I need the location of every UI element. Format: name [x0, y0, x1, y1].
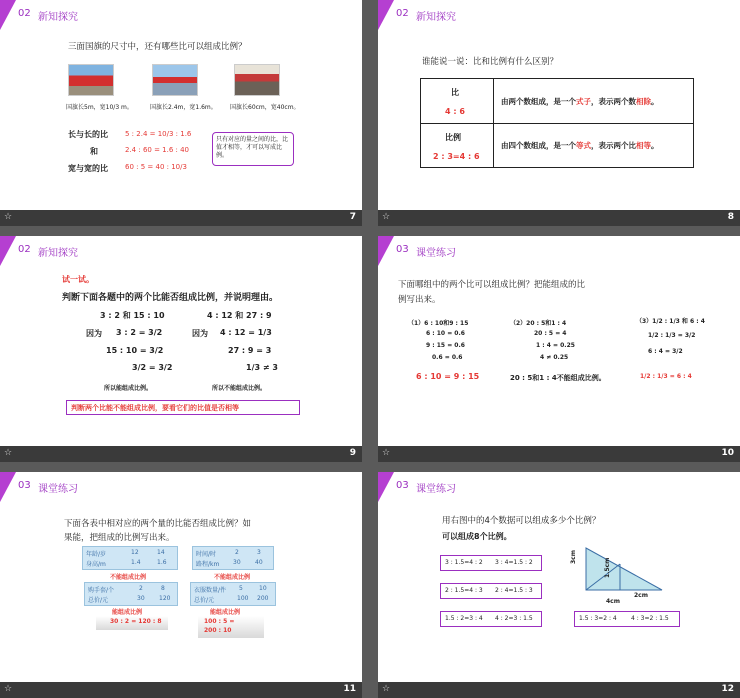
answer-4-line-1: 100 : 5 = [204, 618, 235, 625]
caption-3: 国旗长60cm，宽40cm。 [230, 104, 300, 111]
t3-r1c3: 8 [161, 585, 165, 592]
right-because: 因为 [192, 329, 208, 338]
right-title: 4 : 12 和 27 : 9 [207, 311, 272, 320]
question: 三面国旗的尺寸中，还有哪些比可以组成比例？ [68, 42, 247, 52]
group3-line-2: 6 : 4 = 3/2 [648, 348, 683, 355]
header-triangle [378, 472, 394, 502]
t1-r2c2: 1.4 [131, 559, 141, 566]
answer: 可以组成8个比例。 [442, 532, 512, 541]
proportion-3: 2 : 1.5=4 : 3 [445, 587, 483, 594]
header-triangle [0, 472, 16, 502]
row2-desc: 由四个数组成，是一个等式，表示两个比相等。 [501, 141, 659, 150]
page-number: 11 [343, 684, 356, 694]
caption-2: 国旗长2.4m，宽1.6m。 [150, 104, 217, 111]
page-number: 12 [721, 684, 734, 694]
group2-title: （2）20 : 5和1 : 4 [510, 320, 567, 327]
note-text: 只有对应的量之间的比，比值才相等，才可以写成比例。 [216, 136, 289, 159]
t3-r2c2: 30 [137, 595, 145, 602]
slide-7[interactable] [0, 0, 362, 226]
star-icon: ☆ [382, 212, 391, 222]
group3-answer: 1/2 : 1/3 = 6 : 4 [640, 373, 692, 380]
header-triangle [0, 0, 16, 30]
t2-r2c2: 30 [233, 559, 241, 566]
label-width-ratio: 宽与宽的比 [68, 164, 108, 173]
left-conclusion: 所以能组成比例。 [104, 385, 153, 392]
answer-4-line-2: 200 : 10 [204, 627, 232, 634]
slide-footer [0, 210, 362, 226]
slide-header [378, 0, 740, 30]
row1-example: 4 : 6 [445, 107, 465, 116]
header-triangle [0, 236, 16, 266]
t1-r2c3: 1.6 [157, 559, 167, 566]
section-title: 课堂练习 [416, 484, 456, 495]
proportion-pair-3 [440, 611, 542, 627]
left-line-2: 15 : 10 = 3/2 [106, 346, 164, 355]
slide-footer [378, 446, 740, 462]
result-1: 不能组成比例 [110, 574, 147, 581]
tip-text: 判断两个比能不能组成比例，要看它们的比值是否相等 [71, 404, 239, 412]
row2-head: 比例 [445, 133, 461, 142]
dim-4cm: 4cm [606, 598, 620, 605]
proportion-1: 3 : 1.5=4 : 2 [445, 559, 483, 566]
flag-photo-1 [68, 64, 114, 96]
slide-8[interactable] [378, 0, 740, 226]
proportion-4: 2 : 4=1.5 : 3 [495, 587, 533, 594]
t1-r1c3: 14 [157, 549, 165, 556]
slide-header [0, 236, 362, 266]
data-table-4 [190, 582, 276, 606]
t4-r2c3: 200 [257, 595, 269, 602]
section-number: 02 [18, 8, 31, 19]
proportion-pair-1 [440, 555, 542, 571]
t2-r1c3: 3 [257, 549, 261, 556]
slide-footer [378, 210, 740, 226]
t2-r1c1: 时间/时 [196, 551, 217, 558]
section-title: 新知探究 [38, 12, 78, 23]
slide-10[interactable] [378, 236, 740, 462]
section-title: 课堂练习 [416, 248, 456, 259]
left-line-1: 3 : 2 = 3/2 [116, 328, 163, 337]
t3-r2c3: 120 [159, 595, 171, 602]
group2-line-2: 1 : 4 = 0.25 [536, 342, 575, 349]
section-number: 03 [18, 480, 31, 491]
question-line-1: 下面各表中相对应的两个量的比能否组成比例？如 [64, 519, 252, 529]
page-number: 9 [349, 448, 356, 458]
equation-3: 60 : 5 = 40 : 10/3 [125, 163, 187, 171]
t4-r2c1: 总价/元 [194, 597, 215, 604]
proportion-pair-4 [574, 611, 680, 627]
section-number: 03 [396, 480, 409, 491]
group2-line-1: 20 : 5 = 4 [534, 330, 567, 337]
question: 用右图中的4个数据可以组成多少个比例？ [442, 516, 601, 526]
dim-2cm: 2cm [634, 592, 648, 599]
t3-r2c1: 总价/元 [88, 597, 109, 604]
group1-line-1: 6 : 10 = 0.6 [426, 330, 465, 337]
large-triangle [586, 548, 662, 590]
triangle-figure [574, 544, 674, 600]
left-title: 3 : 2 和 15 : 10 [100, 311, 165, 320]
try-label: 试一试。 [62, 275, 94, 284]
dim-1-5cm: 1.5cm [604, 557, 611, 578]
proportion-6: 4 : 2=3 : 1.5 [495, 615, 533, 622]
group1-answer: 6 : 10 = 9 : 15 [416, 372, 480, 381]
right-line-3: 1/3 ≠ 3 [246, 363, 278, 372]
slide-header [378, 236, 740, 266]
t4-r1c2: 5 [239, 585, 243, 592]
section-number: 03 [396, 244, 409, 255]
table-divider [421, 123, 693, 124]
row1-head: 比 [451, 88, 459, 97]
row1-desc: 由两个数组成，是一个式子，表示两个数相除。 [501, 97, 659, 106]
result-2: 不能组成比例 [214, 574, 251, 581]
group1-line-3: 0.6 = 0.6 [432, 354, 463, 361]
proportion-pair-2 [440, 583, 542, 599]
data-table-1 [82, 546, 178, 570]
question: 判断下面各题中的两个比能否组成比例，并说明理由。 [62, 293, 279, 303]
slide-footer [378, 682, 740, 698]
t4-r1c1: 衣服数量/件 [194, 587, 227, 594]
flag-photo-2 [152, 64, 198, 96]
group3-line-1: 1/2 : 1/3 = 3/2 [648, 332, 696, 339]
right-line-1: 4 : 12 = 1/3 [220, 328, 272, 337]
star-icon: ☆ [382, 684, 391, 694]
t2-r1c2: 2 [235, 549, 239, 556]
equation-2: 2.4 : 60 = 1.6 : 40 [125, 146, 190, 154]
t4-r2c2: 100 [237, 595, 249, 602]
question-line-2: 例写出来。 [398, 295, 441, 305]
tip-box [66, 400, 300, 415]
header-triangle [378, 0, 394, 30]
comparison-table [420, 78, 694, 168]
question-line-2: 果能，把组成的比例写出来。 [64, 533, 175, 543]
proportion-7: 1.5 : 3=2 : 4 [579, 615, 617, 622]
label-length-ratio: 长与长的比 [68, 130, 108, 139]
proportion-8: 4 : 3=2 : 1.5 [631, 615, 669, 622]
note-box [212, 132, 294, 166]
right-line-2: 27 : 9 = 3 [228, 346, 272, 355]
t1-r1c2: 12 [131, 549, 139, 556]
header-triangle [378, 236, 394, 266]
page-number: 7 [349, 212, 356, 222]
slide-header [0, 472, 362, 502]
row2-example: 2 : 3=4 : 6 [433, 152, 480, 161]
t2-r2c1: 路程/km [196, 561, 220, 568]
left-because: 因为 [86, 329, 102, 338]
proportion-5: 1.5 : 2=3 : 4 [445, 615, 483, 622]
label-and: 和 [90, 147, 98, 156]
group3-title: （3）1/2 : 1/3 和 6 : 4 [636, 318, 705, 325]
t1-r2c1: 身高/m [86, 561, 106, 568]
slide-12[interactable] [378, 472, 740, 698]
right-conclusion: 所以不能组成比例。 [212, 385, 267, 392]
question: 谁能说一说：比和比例有什么区别？ [422, 57, 559, 67]
group2-answer: 20 : 5和1 : 4不能组成比例。 [510, 374, 606, 382]
t1-r1c1: 年龄/岁 [86, 551, 107, 558]
slide-11[interactable] [0, 472, 362, 698]
question-line-1: 下面哪组中的两个比可以组成比例？把能组成的比 [398, 280, 586, 290]
star-icon: ☆ [4, 684, 13, 694]
equation-1: 5 : 2.4 = 10/3 : 1.6 [125, 130, 192, 138]
caption-1: 国旗长5m，宽10/3 m。 [66, 104, 133, 111]
answer-3: 30 : 2 = 120 : 8 [110, 618, 162, 625]
proportion-2: 3 : 4=1.5 : 2 [495, 559, 533, 566]
star-icon: ☆ [4, 212, 13, 222]
section-number: 02 [18, 244, 31, 255]
t3-r1c2: 2 [139, 585, 143, 592]
data-table-3 [84, 582, 178, 606]
slide-footer [0, 446, 362, 462]
result-3: 能组成比例 [112, 609, 143, 616]
section-title: 新知探究 [38, 248, 78, 259]
group2-line-3: 4 ≠ 0.25 [540, 354, 569, 361]
star-icon: ☆ [382, 448, 391, 458]
left-line-3: 3/2 = 3/2 [132, 363, 173, 372]
slide-9[interactable] [0, 236, 362, 462]
t2-r2c3: 40 [255, 559, 263, 566]
t4-r1c3: 10 [259, 585, 267, 592]
star-icon: ☆ [4, 448, 13, 458]
slide-footer [0, 682, 362, 698]
result-4: 能组成比例 [210, 609, 241, 616]
section-title: 课堂练习 [38, 484, 78, 495]
group1-line-2: 9 : 15 = 0.6 [426, 342, 465, 349]
slide-header [0, 0, 362, 30]
t3-r1c1: 购手套/个 [88, 587, 115, 594]
slide-header [378, 472, 740, 502]
group1-title: （1）6 : 10和9 : 15 [408, 320, 469, 327]
page-number: 8 [727, 212, 734, 222]
section-title: 新知探究 [416, 12, 456, 23]
data-table-2 [192, 546, 274, 570]
page-number: 10 [721, 448, 734, 458]
flag-photo-3 [234, 64, 280, 96]
section-number: 02 [396, 8, 409, 19]
dim-3cm: 3cm [570, 550, 577, 564]
